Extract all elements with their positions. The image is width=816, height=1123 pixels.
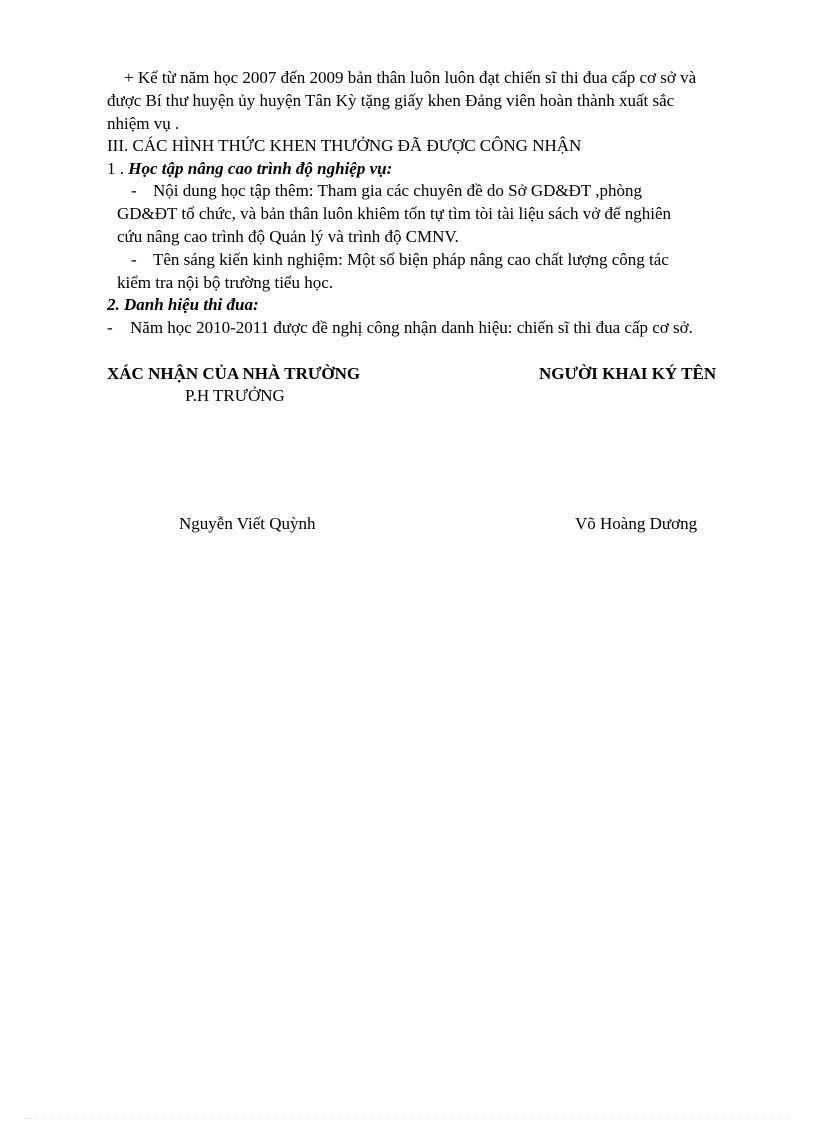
right-signer-name: Võ Hoàng Dương [575,514,698,533]
subsection-1-number: 1 . [107,159,129,178]
left-signature-title: XÁC NHẬN CỦA NHÀ TRƯỜNG [107,364,361,383]
intro-line-1: + Kể từ năm học 2007 đến 2009 bản thân luôn luôn đạt chiến sĩ thi đua cấp cơ sở và [124,68,697,87]
left-signer-name: Nguyễn Viết Quỳnh [179,514,316,533]
section-heading: III. CÁC HÌNH THỨC KHEN THƯỞNG ĐÃ ĐƯỢC CÔNG NHẬN [107,136,582,155]
item-1-line-3: cứu nâng cao trình độ Quản lý và trình độ CMNV. [117,227,459,246]
item-2-line-2: kiểm tra nội bộ trường tiểu học. [117,273,334,292]
intro-line-2: được Bí thư huyện ủy huyện Tân Kỳ tặng giấy khen Đảng viên hoàn thành xuất sắc [107,91,675,110]
page-bottom-rule [24,1118,792,1119]
item-2-line-1: Tên sáng kiến kinh nghiệm: Một số biện pháp nâng cao chất lượng công tác [153,250,669,269]
item-1-line-2: GD&ĐT tổ chức, và bản thân luôn khiêm tốn tự tìm tòi tài liệu sách vở để nghiên [117,204,672,223]
item-3-bullet: - [107,318,113,337]
item-2-bullet: - [131,250,137,269]
item-3-text: Năm học 2010-2011 được đề nghị công nhận danh hiệu: chiến sĩ thi đua cấp cơ sở. [130,318,693,337]
intro-line-3: nhiệm vụ . [107,114,180,133]
item-1-bullet: - [131,181,137,200]
right-signature-title: NGƯỜI KHAI KÝ TÊN [539,364,717,383]
subsection-1-title: Học tập nâng cao trình độ nghiệp vụ: [128,159,393,178]
left-signature-subtitle: P.H TRƯỞNG [185,386,285,405]
subsection-1-heading [107,158,392,180]
subsection-2-title: 2. Danh hiệu thi đua: [107,295,259,314]
item-1-line-1: Nội dung học tập thêm: Tham gia các chuyên đề do Sở GD&ĐT ,phòng [153,181,642,200]
